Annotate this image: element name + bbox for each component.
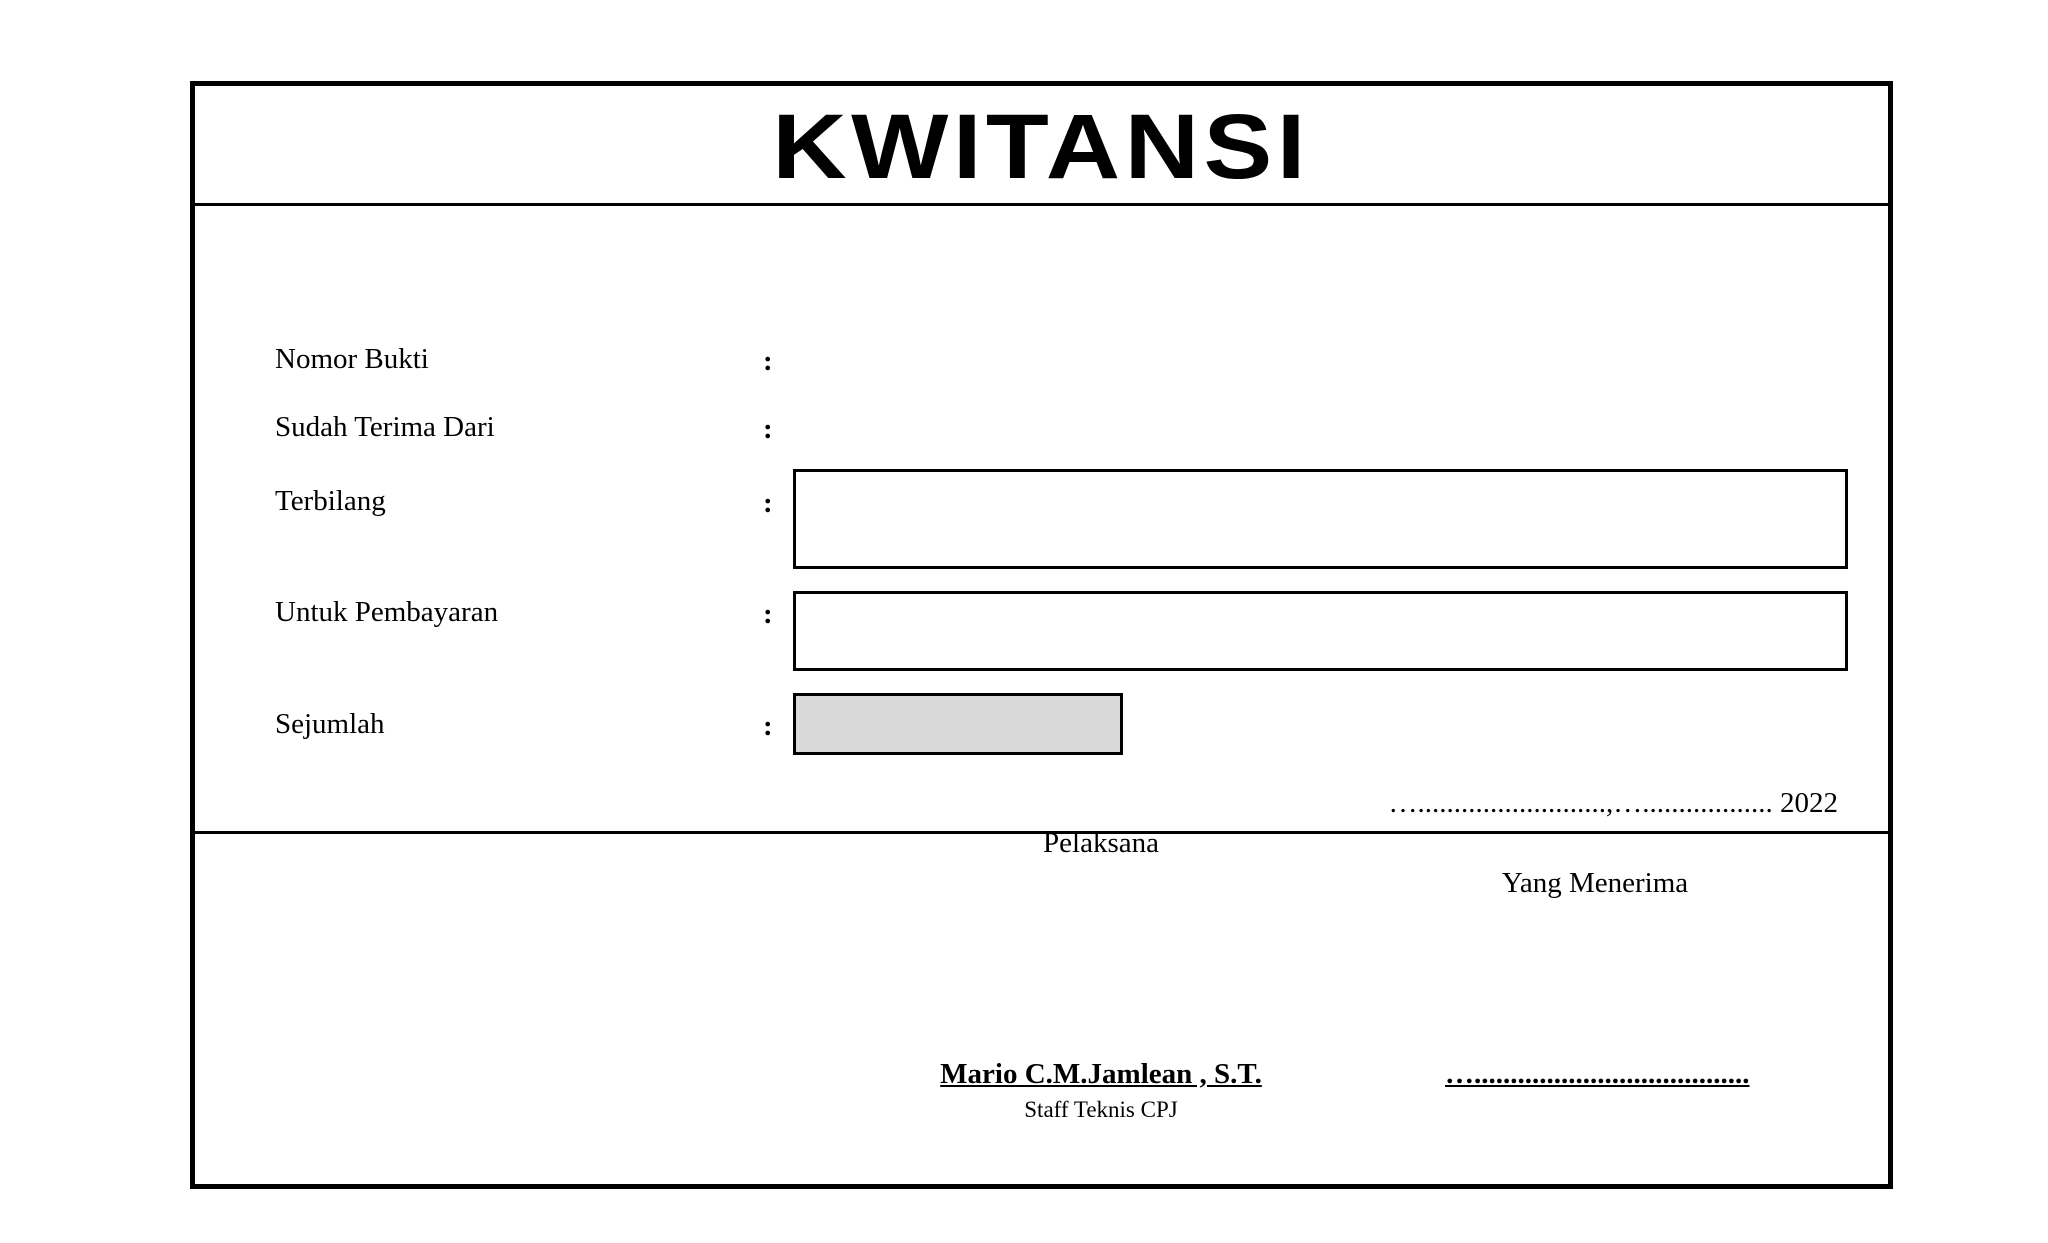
field-label-untuk-pembayaran: Untuk Pembayaran <box>275 596 499 628</box>
executor-name: Mario C.M.Jamlean , S.T. <box>940 1058 1262 1090</box>
field-colon: : <box>763 413 773 445</box>
receipt-form <box>190 81 1893 1189</box>
sejumlah-amount-box[interactable] <box>793 693 1123 755</box>
executor-role: Pelaksana <box>1043 827 1159 859</box>
receipt-title: KWITANSI <box>772 95 1311 198</box>
receiver-name-line: …...................................... <box>1445 1058 1750 1090</box>
title-bar <box>195 86 1888 206</box>
field-label-terbilang: Terbilang <box>275 485 386 517</box>
field-colon: : <box>763 345 773 377</box>
receipt-fields-section <box>195 206 1888 834</box>
terbilang-box[interactable] <box>793 469 1848 569</box>
executor-position: Staff Teknis CPJ <box>1024 1097 1178 1122</box>
field-colon: : <box>763 487 773 519</box>
receiver-role: Yang Menerima <box>1501 867 1689 899</box>
field-label-sejumlah: Sejumlah <box>275 708 385 740</box>
field-label-nomor-bukti: Nomor Bukti <box>275 343 429 375</box>
date-line: …..........................,….................. 2022 <box>1388 787 1838 819</box>
field-colon: : <box>763 598 773 630</box>
untuk-pembayaran-box[interactable] <box>793 591 1848 671</box>
field-label-sudah-terima-dari: Sudah Terima Dari <box>275 411 495 443</box>
field-colon: : <box>763 710 773 742</box>
